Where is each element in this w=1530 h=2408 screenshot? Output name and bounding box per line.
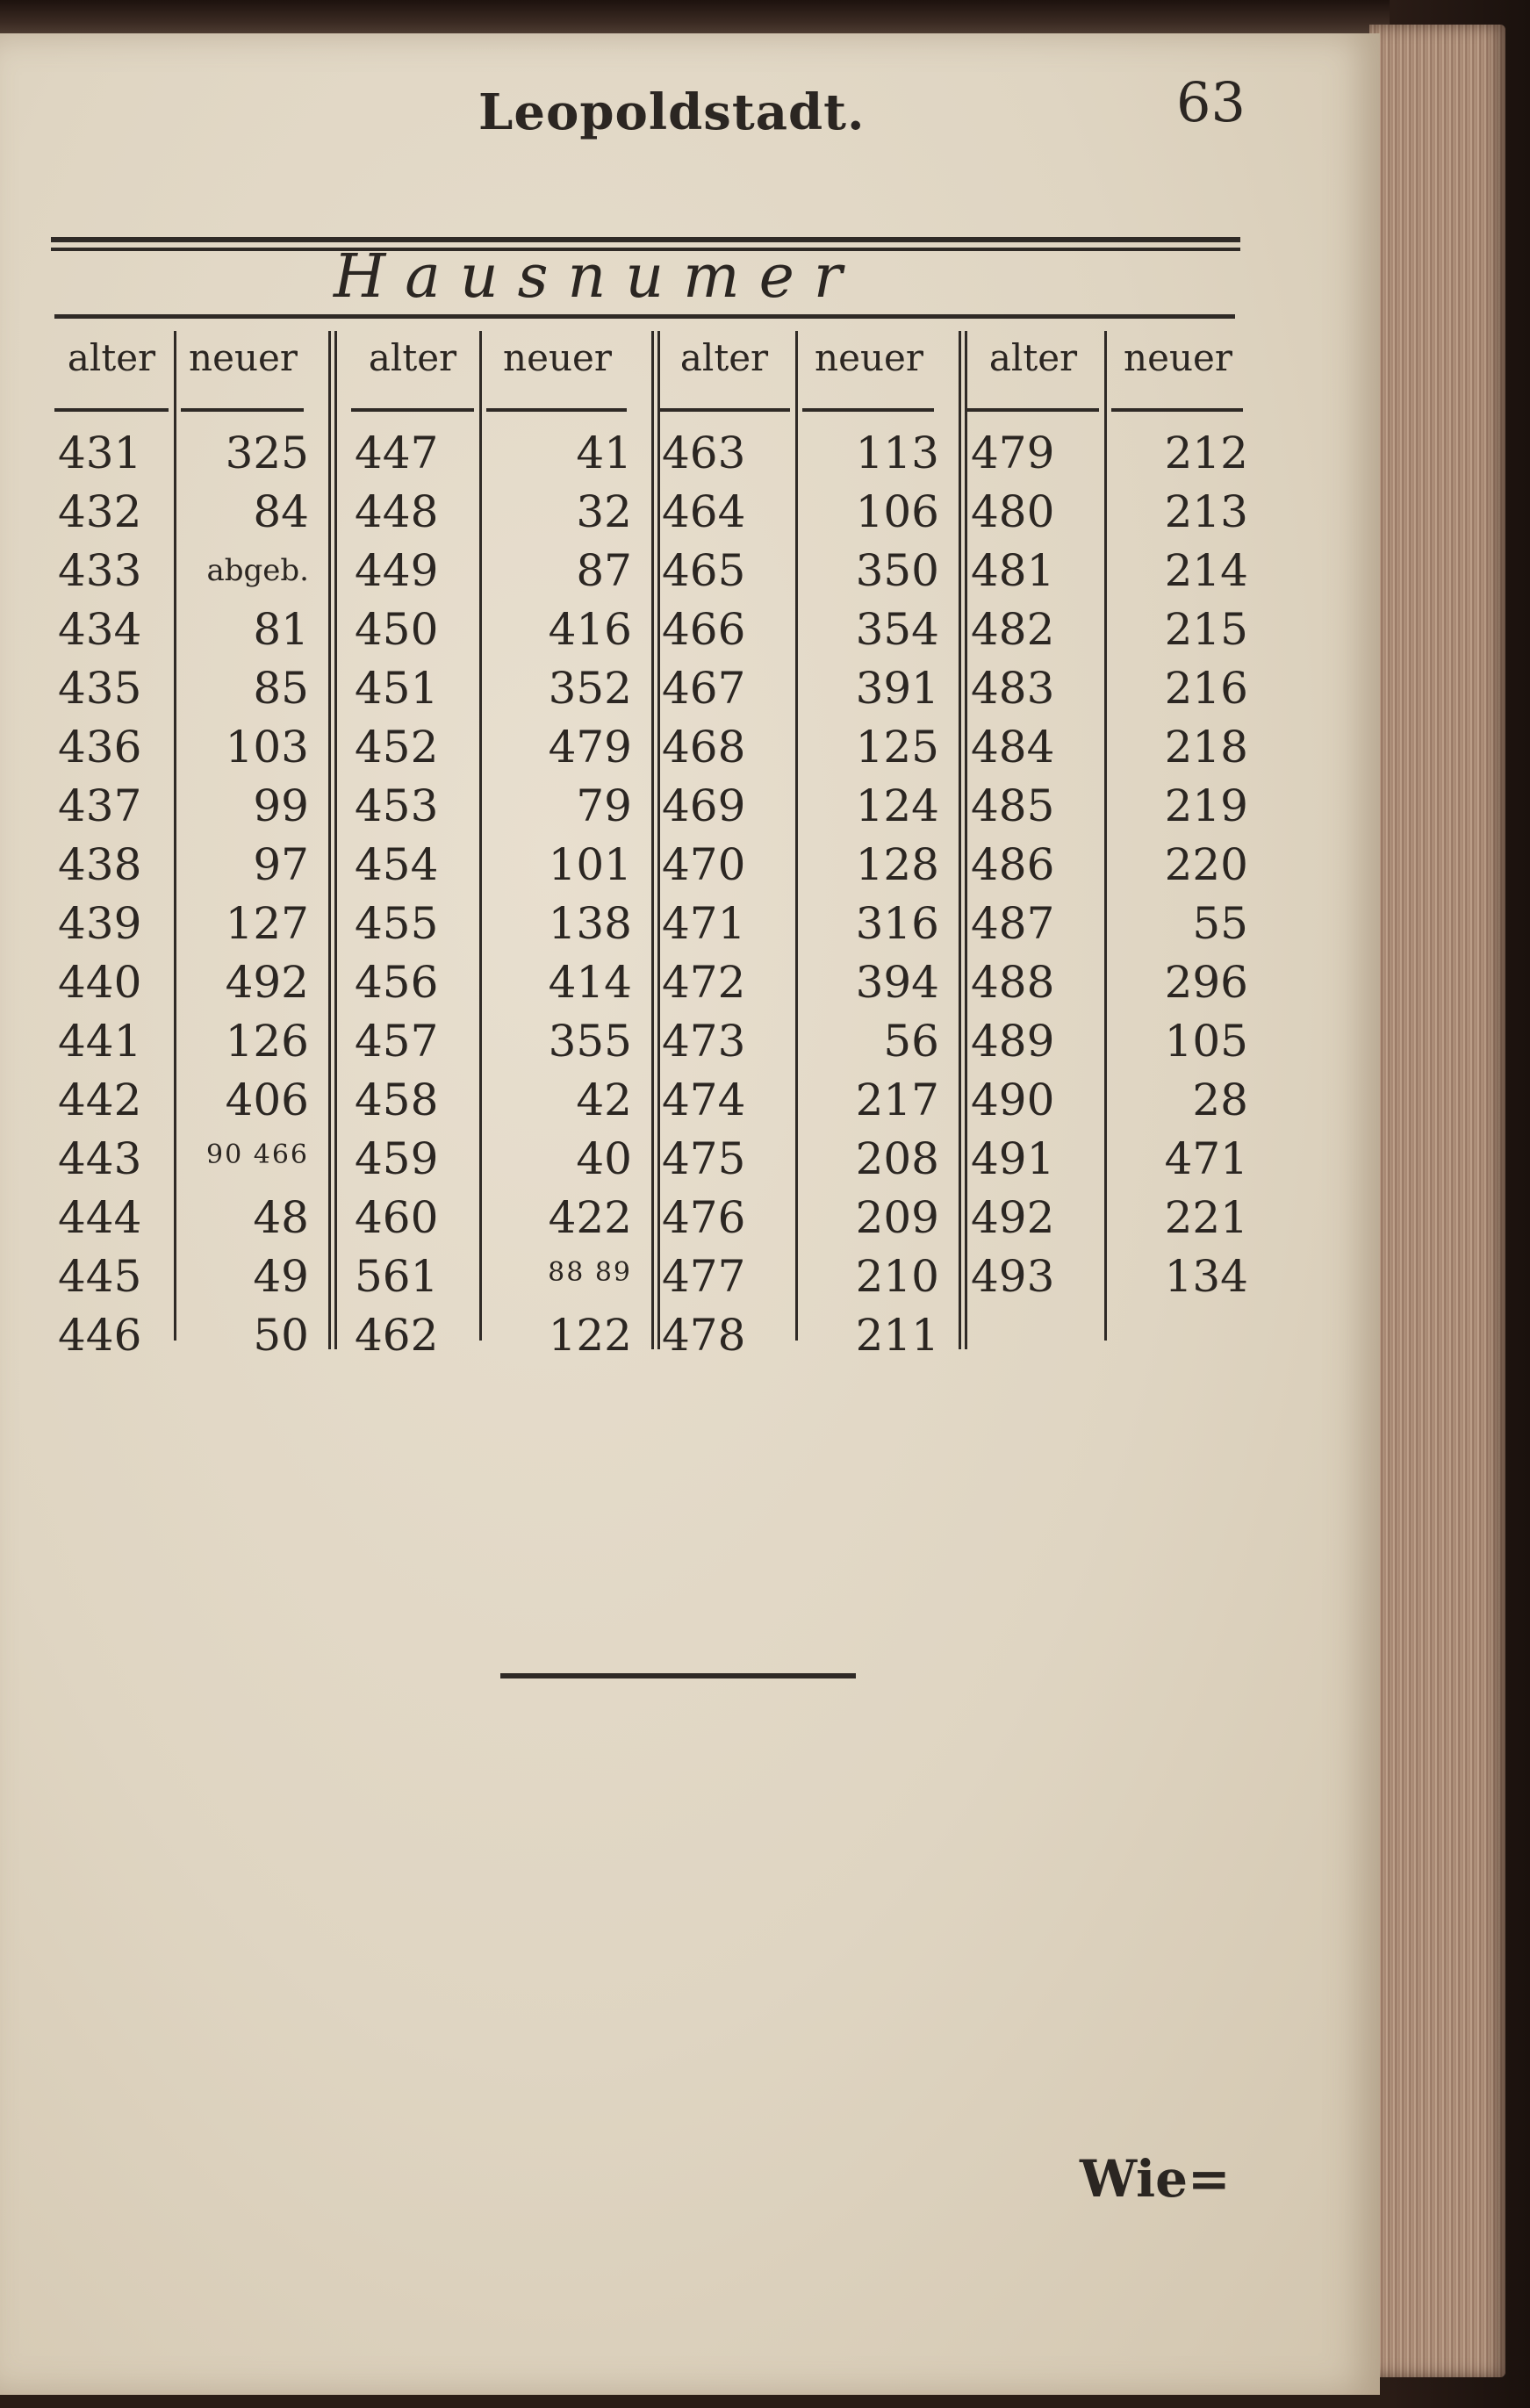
page-number: 63 — [1176, 70, 1246, 134]
catchword: Wie= — [1080, 2149, 1231, 2209]
cell-new-number: 213 — [1164, 486, 1248, 537]
column-separator — [795, 331, 798, 1341]
cell-old-number: 479 — [971, 428, 1055, 478]
cell-new-number: 394 — [855, 957, 939, 1008]
cell-new-number: 124 — [855, 780, 939, 831]
cell-old-number: 485 — [971, 780, 1055, 831]
cell-new-number: 85 — [253, 663, 309, 714]
cell-new-number: 209 — [855, 1192, 939, 1243]
cell-old-number: 463 — [662, 428, 746, 478]
cell-old-number: 453 — [355, 780, 439, 831]
cell-new-number: 32 — [576, 486, 632, 537]
cell-new-number: 355 — [548, 1016, 632, 1067]
cell-old-number: 482 — [971, 604, 1055, 655]
book-page — [0, 33, 1380, 2395]
cell-old-number: 442 — [58, 1075, 142, 1125]
cell-new-number: 211 — [855, 1310, 939, 1361]
end-rule — [500, 1673, 856, 1678]
cell-new-number: 217 — [855, 1075, 939, 1125]
cell-old-number: 454 — [355, 839, 439, 890]
cell-new-number: 125 — [855, 722, 939, 773]
cell-new-number: 28 — [1192, 1075, 1248, 1125]
cell-old-number: 467 — [662, 663, 746, 714]
cell-new-number: 56 — [883, 1016, 939, 1067]
cell-new-number: 416 — [548, 604, 632, 655]
cell-old-number: 455 — [355, 898, 439, 949]
cell-old-number: 468 — [662, 722, 746, 773]
cell-old-number: 435 — [58, 663, 142, 714]
cell-new-number: 101 — [548, 839, 632, 890]
cell-new-number: 316 — [855, 898, 939, 949]
cell-old-number: 460 — [355, 1192, 439, 1243]
header-underline-new — [1111, 408, 1243, 412]
cell-new-number: 122 — [548, 1310, 632, 1361]
cell-old-number: 466 — [662, 604, 746, 655]
cell-old-number: 458 — [355, 1075, 439, 1125]
cell-new-number: 128 — [855, 839, 939, 890]
column-separator — [174, 331, 176, 1341]
cell-old-number: 447 — [355, 428, 439, 478]
cell-old-number: 451 — [355, 663, 439, 714]
cell-old-number: 476 — [662, 1192, 746, 1243]
cell-new-number: 212 — [1164, 428, 1248, 478]
group-double-separator — [328, 331, 337, 1349]
cell-old-number: 432 — [58, 486, 142, 537]
cell-new-number: 134 — [1164, 1251, 1248, 1302]
cell-old-number: 561 — [355, 1251, 439, 1302]
column-header-new: neuer — [503, 336, 612, 379]
cell-old-number: 440 — [58, 957, 142, 1008]
cell-new-number: abgeb. — [206, 553, 309, 588]
cell-old-number: 470 — [662, 839, 746, 890]
cell-old-number: 483 — [971, 663, 1055, 714]
cell-new-number: 84 — [253, 486, 309, 537]
cell-old-number: 464 — [662, 486, 746, 537]
header-underline-old — [351, 408, 474, 412]
table-group-1 — [54, 327, 318, 1363]
cell-new-number: 48 — [253, 1192, 309, 1243]
page-edges — [1369, 25, 1505, 2377]
cell-old-number: 474 — [662, 1075, 746, 1125]
table-group-4 — [967, 327, 1257, 1363]
cell-old-number: 448 — [355, 486, 439, 537]
cell-old-number: 450 — [355, 604, 439, 655]
column-header-new: neuer — [189, 336, 298, 379]
cell-new-number: 99 — [253, 780, 309, 831]
running-head: Leopoldstadt. — [478, 83, 866, 141]
cell-new-number: 49 — [253, 1251, 309, 1302]
cell-new-number: 90 466 — [206, 1139, 309, 1170]
cell-old-number: 473 — [662, 1016, 746, 1067]
cell-new-number: 208 — [855, 1133, 939, 1184]
cell-old-number: 490 — [971, 1075, 1055, 1125]
cell-old-number: 459 — [355, 1133, 439, 1184]
cell-new-number: 471 — [1164, 1133, 1248, 1184]
cell-new-number: 221 — [1164, 1192, 1248, 1243]
cell-new-number: 216 — [1164, 663, 1248, 714]
cell-old-number: 457 — [355, 1016, 439, 1067]
cell-new-number: 210 — [855, 1251, 939, 1302]
cell-new-number: 414 — [548, 957, 632, 1008]
table-group-2 — [351, 327, 641, 1363]
cell-new-number: 55 — [1192, 898, 1248, 949]
cell-old-number: 492 — [971, 1192, 1055, 1243]
cell-old-number: 456 — [355, 957, 439, 1008]
cell-old-number: 444 — [58, 1192, 142, 1243]
cell-old-number: 436 — [58, 722, 142, 773]
header-underline-new — [181, 408, 304, 412]
cell-old-number: 472 — [662, 957, 746, 1008]
table-title: Hausnumer — [334, 242, 862, 312]
cell-new-number: 103 — [225, 722, 309, 773]
cell-new-number: 79 — [576, 780, 632, 831]
cell-new-number: 296 — [1164, 957, 1248, 1008]
cell-new-number: 126 — [225, 1016, 309, 1067]
column-header-old: alter — [67, 336, 156, 379]
cell-old-number: 433 — [58, 545, 142, 596]
cell-old-number: 469 — [662, 780, 746, 831]
cell-new-number: 88 89 — [548, 1257, 632, 1288]
cell-new-number: 97 — [253, 839, 309, 890]
cell-new-number: 81 — [253, 604, 309, 655]
header-underline-old — [54, 408, 169, 412]
cell-new-number: 105 — [1164, 1016, 1248, 1067]
cell-old-number: 452 — [355, 722, 439, 773]
cell-new-number: 406 — [225, 1075, 309, 1125]
cell-old-number: 431 — [58, 428, 142, 478]
cell-old-number: 484 — [971, 722, 1055, 773]
cell-new-number: 40 — [576, 1133, 632, 1184]
group-double-separator — [959, 331, 967, 1349]
column-header-new: neuer — [1124, 336, 1232, 379]
column-header-new: neuer — [815, 336, 923, 379]
cell-new-number: 41 — [576, 428, 632, 478]
cell-new-number: 350 — [855, 545, 939, 596]
cell-new-number: 219 — [1164, 780, 1248, 831]
header-underline-old — [658, 408, 790, 412]
cell-new-number: 479 — [548, 722, 632, 773]
cell-new-number: 138 — [548, 898, 632, 949]
cell-old-number: 446 — [58, 1310, 142, 1361]
cell-old-number: 486 — [971, 839, 1055, 890]
cell-new-number: 422 — [548, 1192, 632, 1243]
cell-new-number: 214 — [1164, 545, 1248, 596]
cell-new-number: 354 — [855, 604, 939, 655]
header-underline-old — [967, 408, 1099, 412]
cell-old-number: 491 — [971, 1133, 1055, 1184]
cell-new-number: 87 — [576, 545, 632, 596]
cell-new-number: 127 — [225, 898, 309, 949]
cell-old-number: 493 — [971, 1251, 1055, 1302]
cell-new-number: 215 — [1164, 604, 1248, 655]
cell-old-number: 438 — [58, 839, 142, 890]
cell-old-number: 487 — [971, 898, 1055, 949]
cell-new-number: 492 — [225, 957, 309, 1008]
cell-new-number: 113 — [855, 428, 939, 478]
cell-new-number: 391 — [855, 663, 939, 714]
cell-old-number: 437 — [58, 780, 142, 831]
cell-new-number: 42 — [576, 1075, 632, 1125]
column-header-old: alter — [368, 336, 457, 379]
cell-old-number: 443 — [58, 1133, 142, 1184]
cell-old-number: 434 — [58, 604, 142, 655]
cell-old-number: 488 — [971, 957, 1055, 1008]
cell-new-number: 106 — [855, 486, 939, 537]
cell-old-number: 445 — [58, 1251, 142, 1302]
cell-old-number: 480 — [971, 486, 1055, 537]
cell-old-number: 439 — [58, 898, 142, 949]
column-header-old: alter — [988, 336, 1078, 379]
column-separator — [479, 331, 482, 1341]
header-underline-new — [486, 408, 627, 412]
title-underline-rule — [54, 314, 1235, 319]
cell-old-number: 462 — [355, 1310, 439, 1361]
header-underline-new — [802, 408, 934, 412]
cell-new-number: 352 — [548, 663, 632, 714]
table-group-3 — [658, 327, 948, 1363]
cell-old-number: 465 — [662, 545, 746, 596]
cell-old-number: 449 — [355, 545, 439, 596]
cell-old-number: 478 — [662, 1310, 746, 1361]
cell-old-number: 481 — [971, 545, 1055, 596]
cell-old-number: 441 — [58, 1016, 142, 1067]
cell-old-number: 477 — [662, 1251, 746, 1302]
cell-new-number: 218 — [1164, 722, 1248, 773]
cell-old-number: 471 — [662, 898, 746, 949]
cell-old-number: 475 — [662, 1133, 746, 1184]
cell-new-number: 325 — [225, 428, 309, 478]
house-number-table — [54, 327, 1257, 1363]
cell-old-number: 489 — [971, 1016, 1055, 1067]
column-header-old: alter — [679, 336, 769, 379]
cell-new-number: 220 — [1164, 839, 1248, 890]
column-separator — [1104, 331, 1107, 1341]
cell-new-number: 50 — [253, 1310, 309, 1361]
